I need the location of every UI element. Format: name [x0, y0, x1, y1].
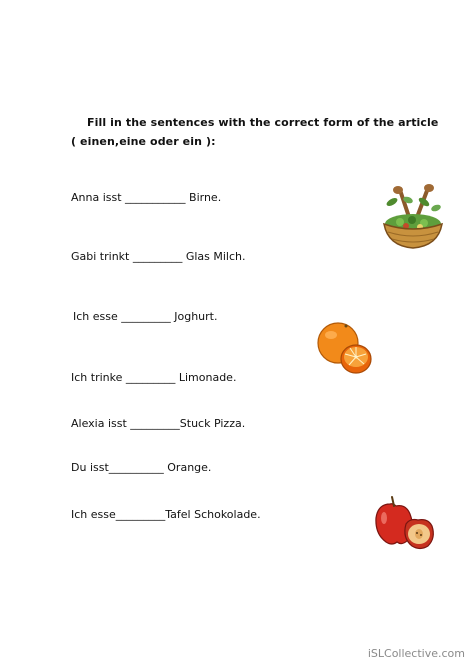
salad-bowl-icon — [378, 182, 448, 252]
instructions-line-1: Fill in the sentences with the correct form of the article — [87, 116, 439, 129]
instructions — [71, 113, 439, 151]
sentence-1: Anna isst ___________ Birne. — [71, 191, 222, 204]
watermark: iSLCollective.com — [367, 647, 465, 660]
sentence-3: Ich esse _________ Joghurt. — [73, 310, 218, 323]
apples-icon — [372, 494, 438, 552]
sentence-6: Du isst__________ Orange. — [71, 461, 212, 474]
instructions-line-2: ( einen,eine oder ein ): — [71, 135, 216, 148]
orange-icon — [314, 316, 374, 380]
sentence-7: Ich esse_________Tafel Schokolade. — [71, 508, 261, 521]
sentence-2: Gabi trinkt _________ Glas Milch. — [71, 250, 246, 263]
sentence-5: Alexia isst _________Stuck Pizza. — [71, 417, 246, 430]
sentence-4: Ich trinke _________ Limonade. — [71, 371, 237, 384]
